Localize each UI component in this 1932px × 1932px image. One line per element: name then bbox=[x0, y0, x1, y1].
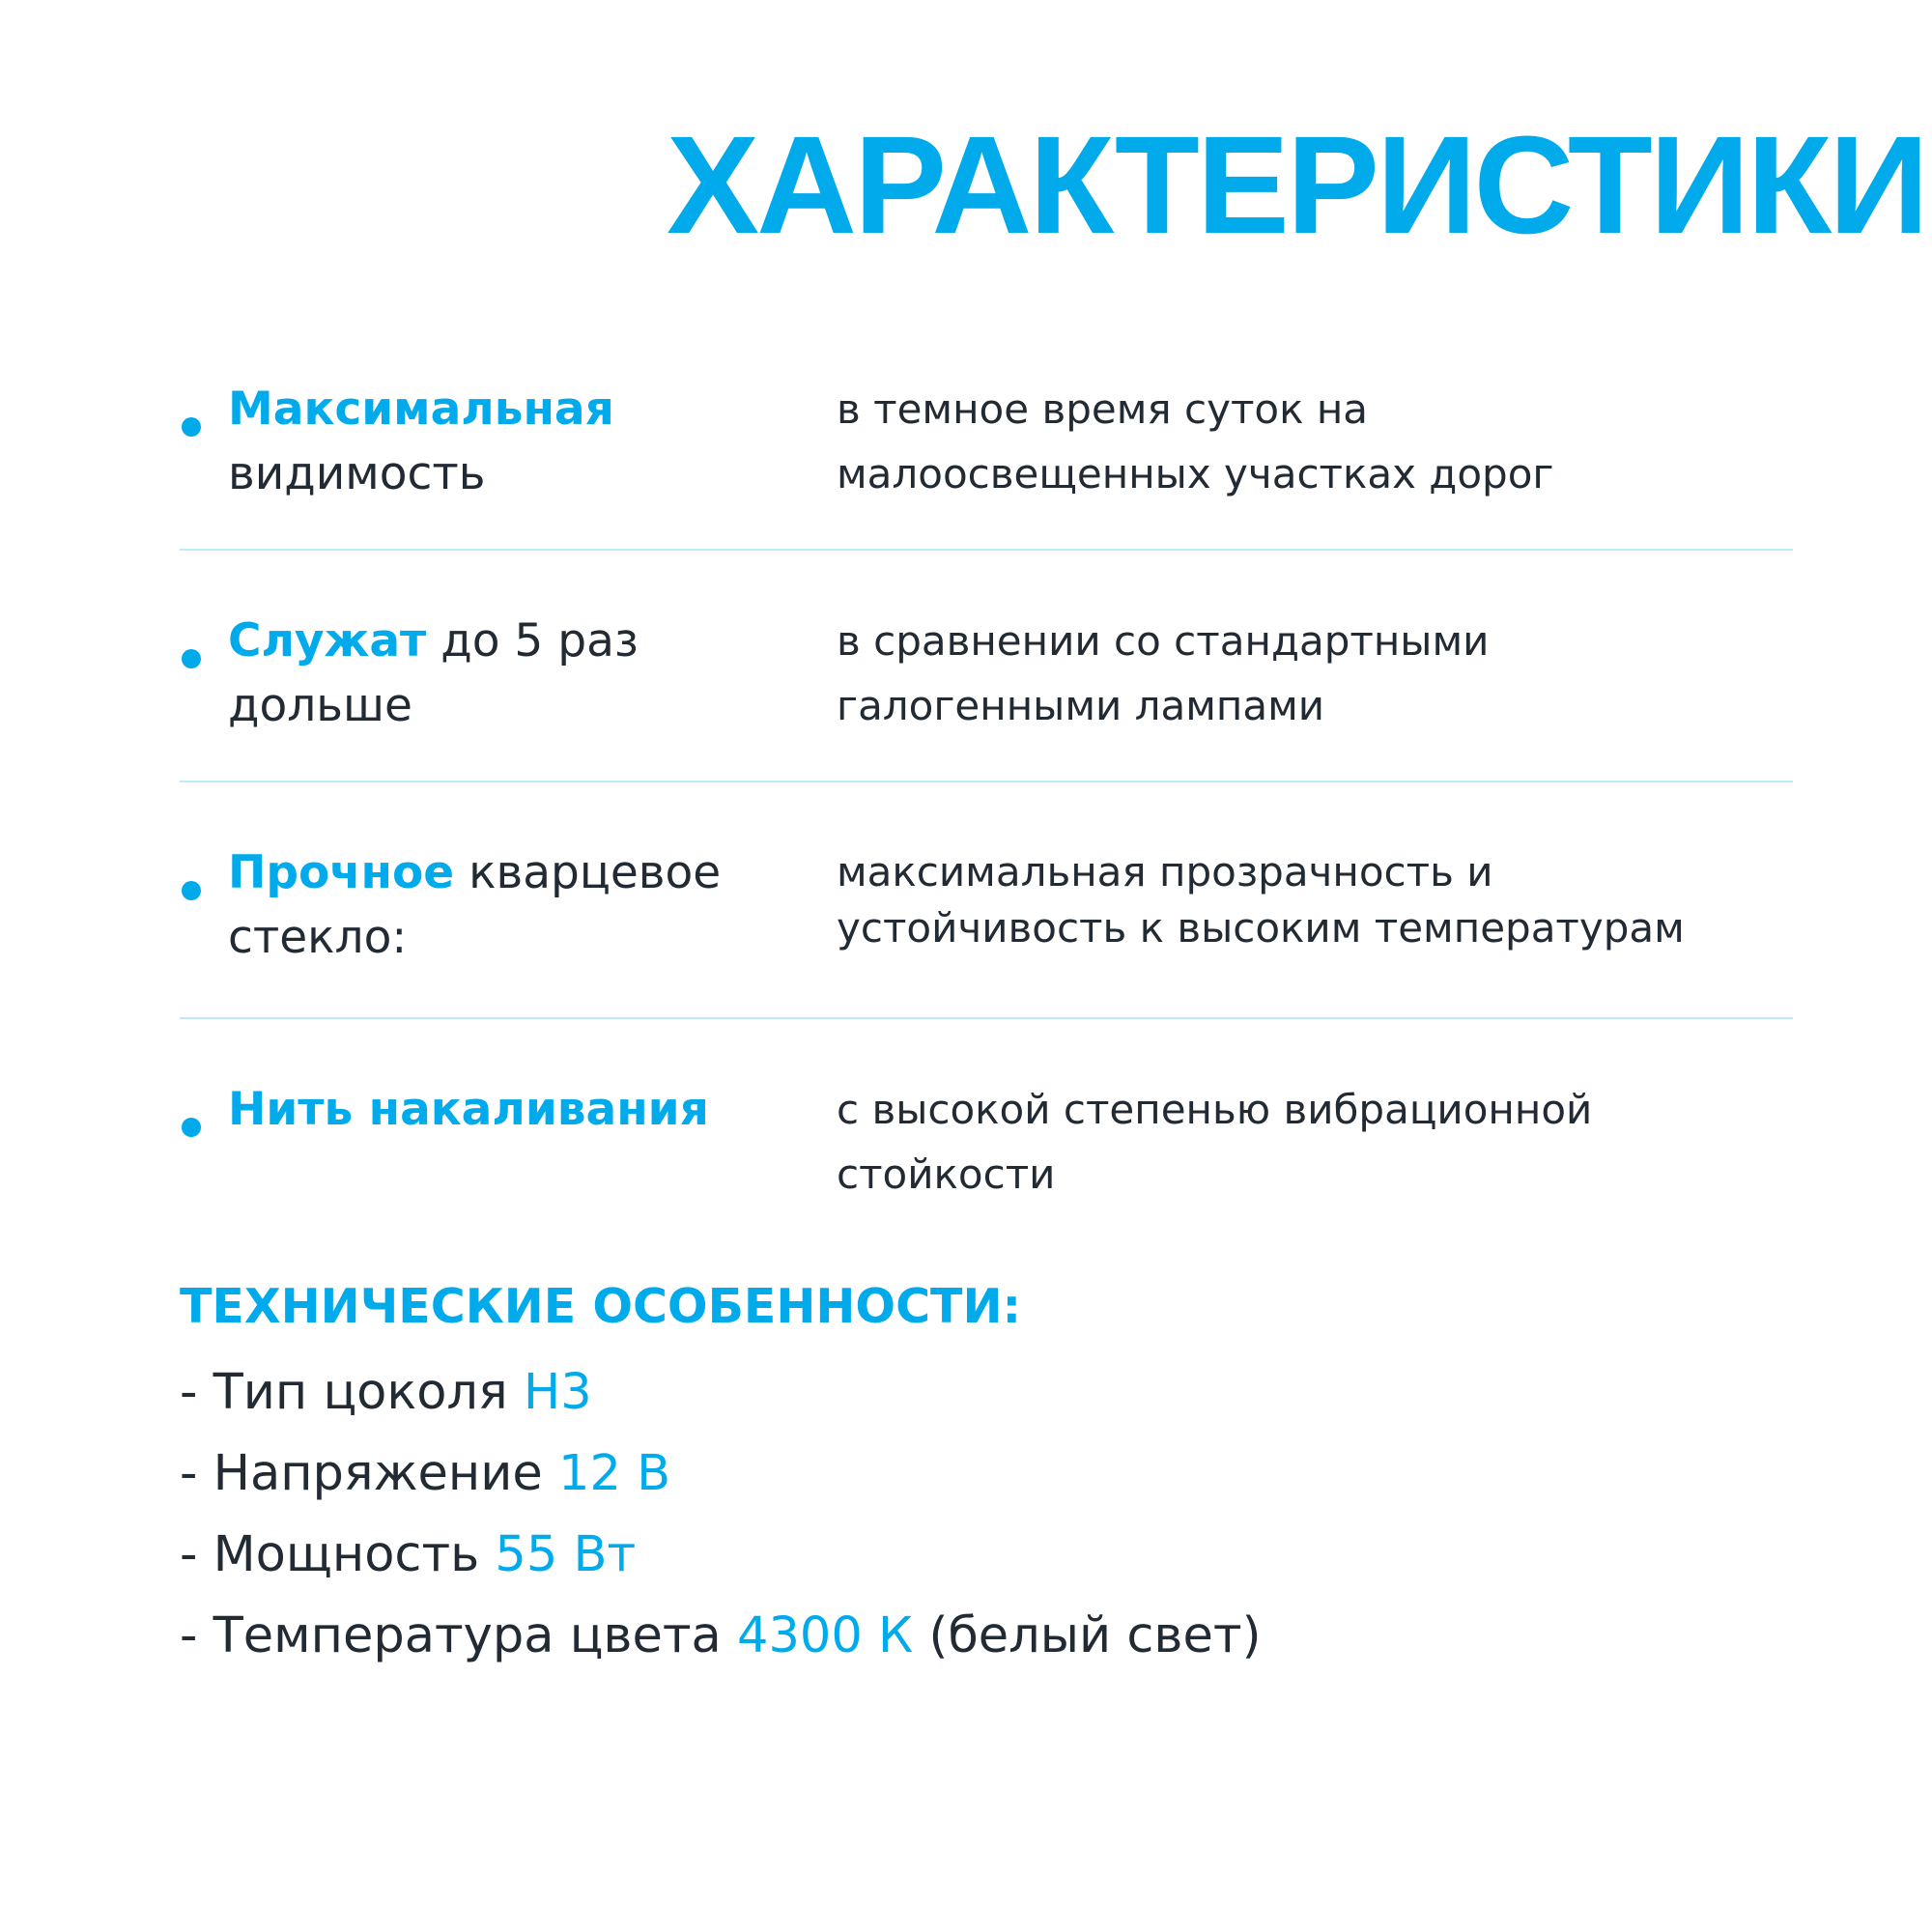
bullet-icon bbox=[182, 649, 201, 668]
spec-suffix: (белый свет) bbox=[913, 1607, 1262, 1664]
feature-description bbox=[837, 1077, 1793, 1251]
feature-description bbox=[837, 377, 1793, 549]
feature-rest: до 5 раз дольше bbox=[228, 614, 639, 732]
feature-name bbox=[180, 840, 837, 1017]
spec-value: 55 Вт bbox=[495, 1526, 637, 1583]
spec-item bbox=[180, 1515, 1725, 1596]
spec-label: - Тип цоколя bbox=[180, 1364, 524, 1421]
feature-row bbox=[180, 357, 1793, 551]
feature-desc-line: стойкости bbox=[837, 1151, 1056, 1198]
feature-highlight: Нить накаливания bbox=[228, 1083, 709, 1136]
feature-desc-line: с высокой степенью вибрационной bbox=[837, 1086, 1593, 1133]
feature-name bbox=[180, 609, 837, 781]
spec-value: 12 В bbox=[558, 1445, 671, 1502]
bullet-icon bbox=[182, 1118, 201, 1137]
feature-rest: кварцевое стекло: bbox=[228, 846, 722, 964]
bullet-icon bbox=[182, 881, 201, 900]
spec-item bbox=[180, 1596, 1725, 1677]
feature-rest: видимость bbox=[228, 447, 486, 500]
feature-description bbox=[837, 609, 1793, 781]
feature-name bbox=[180, 377, 837, 549]
page-title: ХАРАКТЕРИСТИКИ bbox=[667, 107, 1926, 263]
feature-row bbox=[180, 1019, 1793, 1251]
feature-name bbox=[180, 1077, 837, 1251]
spec-label: - Мощность bbox=[180, 1526, 496, 1583]
bullet-icon bbox=[182, 417, 201, 437]
feature-highlight: Максимальная bbox=[228, 383, 614, 436]
spec-value: H3 bbox=[523, 1364, 592, 1421]
feature-desc-line: галогенными лампами bbox=[837, 682, 1325, 729]
feature-desc-line: в темное время суток на bbox=[837, 385, 1369, 433]
feature-desc-line: максимальная прозрачность и bbox=[837, 848, 1493, 895]
feature-description bbox=[837, 840, 1793, 1017]
feature-desc-line: малоосвещенных участках дорог bbox=[837, 450, 1554, 497]
feature-row bbox=[180, 551, 1793, 782]
feature-desc-line: в сравнении со стандартными bbox=[837, 617, 1490, 665]
feature-highlight: Прочное bbox=[228, 846, 455, 899]
features-list bbox=[180, 357, 1793, 1251]
spec-item bbox=[180, 1434, 1725, 1515]
spec-item bbox=[180, 1352, 1725, 1434]
spec-label: - Температура цвета bbox=[180, 1607, 738, 1664]
tech-specs-title: ТЕХНИЧЕСКИЕ ОСОБЕННОСТИ: bbox=[180, 1279, 1022, 1334]
feature-desc-line: устойчивость к высоким температурам bbox=[837, 904, 1685, 952]
feature-row bbox=[180, 782, 1793, 1019]
feature-highlight: Служат bbox=[228, 614, 427, 668]
spec-value: 4300 К bbox=[737, 1607, 914, 1664]
tech-specs bbox=[180, 1273, 1725, 1677]
spec-label: - Напряжение bbox=[180, 1445, 559, 1502]
